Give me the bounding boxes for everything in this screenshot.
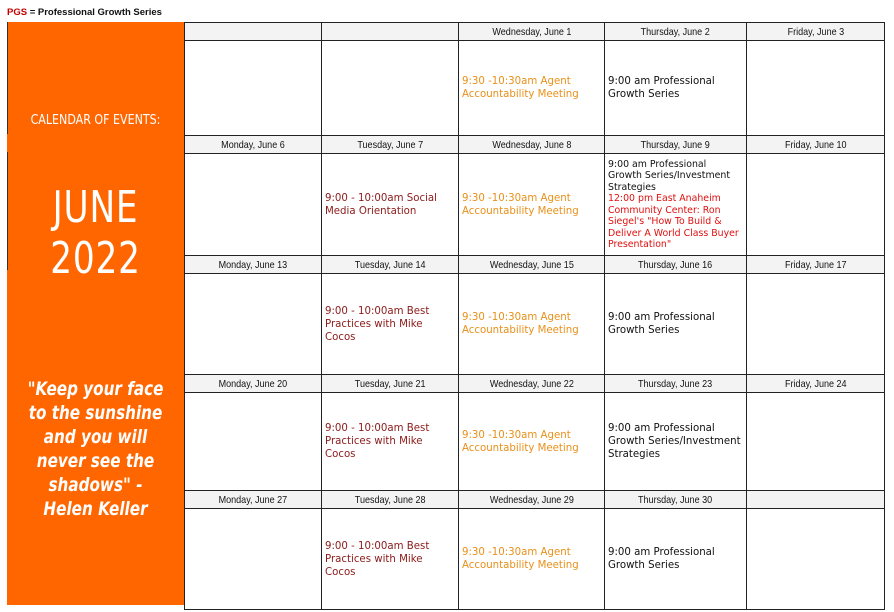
day-cell (747, 41, 885, 136)
week-events-row (185, 393, 885, 491)
day-header (185, 256, 322, 274)
week-header-row (185, 23, 885, 41)
day-label: Friday, June 3 (787, 25, 844, 38)
day-cell (605, 41, 747, 136)
event-text: 9:00 am Professional Growth Series/Investment Strategies (608, 423, 741, 460)
day-cell (605, 274, 747, 375)
day-label: Wednesday, June 29 (489, 493, 574, 506)
day-label: Thursday, June 23 (638, 377, 713, 390)
legend (7, 7, 162, 18)
day-label: Wednesday, June 22 (489, 377, 574, 390)
day-label: Monday, June 20 (218, 377, 288, 390)
day-header (605, 491, 747, 509)
day-cell (459, 154, 605, 256)
day-label: Wednesday, June 1 (492, 25, 571, 38)
day-header (747, 375, 885, 393)
day-cell (605, 509, 747, 610)
day-cell (605, 393, 747, 491)
event-text: 9:00 - 10:00am Best Practices with Mike Cocos (325, 540, 430, 578)
day-cell (185, 41, 322, 136)
event-text: 9:30 -10:30am Agent Accountability Meeting (462, 547, 579, 571)
event-text: 9:30 -10:30am Agent Accountability Meeting (462, 192, 579, 217)
day-cell (322, 154, 459, 256)
week-header-row (185, 491, 885, 509)
week-events-row (185, 41, 885, 136)
day-header (459, 23, 605, 41)
event-text: 9:30 -10:30am Agent Accountability Meeting (462, 76, 579, 100)
divider (7, 22, 8, 134)
day-cell (459, 41, 605, 136)
day-cell (185, 154, 322, 256)
day-cell (185, 509, 322, 610)
event-text: 9:00 am Professional Growth Series (608, 76, 715, 100)
day-label: Tuesday, June 21 (354, 377, 426, 390)
week-header-row (185, 375, 885, 393)
day-label: Monday, June 13 (218, 258, 288, 271)
month-heading: JUNE 2022 (50, 182, 141, 284)
day-header (459, 136, 605, 154)
day-label: Tuesday, June 28 (354, 493, 426, 506)
day-header (459, 491, 605, 509)
day-label: Friday, June 17 (784, 258, 847, 271)
event-text: 9:00 - 10:00am Best Practices with Mike Cocos (325, 305, 430, 343)
day-header (747, 23, 885, 41)
day-header (185, 375, 322, 393)
day-label: Thursday, June 16 (638, 258, 713, 271)
day-label: Wednesday, June 8 (492, 138, 571, 151)
day-header (185, 136, 322, 154)
day-cell (747, 154, 885, 256)
day-label: Thursday, June 9 (640, 138, 711, 151)
event-text: 9:00 am Professional Growth Series/Investment Strategies (608, 158, 731, 193)
day-header (747, 136, 885, 154)
day-header (459, 375, 605, 393)
day-label: Tuesday, June 7 (357, 138, 423, 151)
day-label: Monday, June 6 (221, 138, 285, 151)
day-label: Monday, June 27 (218, 493, 288, 506)
week-header-row (185, 256, 885, 274)
day-header (322, 491, 459, 509)
day-header (322, 256, 459, 274)
day-header (747, 491, 885, 509)
day-header (605, 256, 747, 274)
day-cell (185, 274, 322, 375)
event-text: 12:00 pm East Anaheim Community Center: Ron Siegel's "How To Build & Deliver A World Class Buyer Presentation" (608, 193, 739, 250)
day-cell (322, 509, 459, 610)
legend-text: = Professional Growth Series (27, 7, 162, 18)
day-cell (747, 509, 885, 610)
week-header-row (185, 136, 885, 154)
day-header (185, 491, 322, 509)
day-header (459, 256, 605, 274)
day-label: Wednesday, June 15 (489, 258, 574, 271)
day-cell (322, 393, 459, 491)
event-text: 9:00 am Professional Growth Series (608, 312, 715, 336)
day-header (322, 23, 459, 41)
day-cell (185, 393, 322, 491)
day-header (605, 136, 747, 154)
day-label: Thursday, June 30 (638, 493, 713, 506)
event-text: 9:00 - 10:00am Best Practices with Mike Cocos (325, 423, 430, 460)
day-header (605, 23, 747, 41)
day-cell (459, 509, 605, 610)
event-text: 9:00 am Professional Growth Series (608, 547, 715, 571)
day-label: Thursday, June 2 (640, 25, 711, 38)
day-header (605, 375, 747, 393)
event-text: 9:00 - 10:00am Social Media Orientation (325, 192, 437, 217)
day-cell (459, 393, 605, 491)
sidebar-panel (7, 22, 184, 605)
legend-abbr: PGS (7, 7, 28, 18)
week-events-row (185, 274, 885, 375)
week-events-row (185, 154, 885, 256)
day-header (322, 136, 459, 154)
day-header (185, 23, 322, 41)
calendar-title: CALENDAR OF EVENTS: (30, 112, 161, 128)
day-label: Friday, June 24 (784, 377, 847, 390)
day-header (322, 375, 459, 393)
quote-text: "Keep your face to the sunshine and you will never see the shadows" - Helen Keller (27, 378, 164, 520)
day-cell (322, 41, 459, 136)
calendar-grid (184, 22, 885, 610)
event-text: 9:30 -10:30am Agent Accountability Meeting (462, 312, 579, 336)
day-cell (747, 274, 885, 375)
day-label: Tuesday, June 14 (354, 258, 426, 271)
day-label: Friday, June 10 (784, 138, 847, 151)
day-header (747, 256, 885, 274)
day-cell (605, 154, 747, 256)
event-text: 9:30 -10:30am Agent Accountability Meeting (462, 429, 579, 454)
divider (7, 152, 8, 270)
week-events-row (185, 509, 885, 610)
day-cell (459, 274, 605, 375)
day-cell (322, 274, 459, 375)
day-cell (747, 393, 885, 491)
